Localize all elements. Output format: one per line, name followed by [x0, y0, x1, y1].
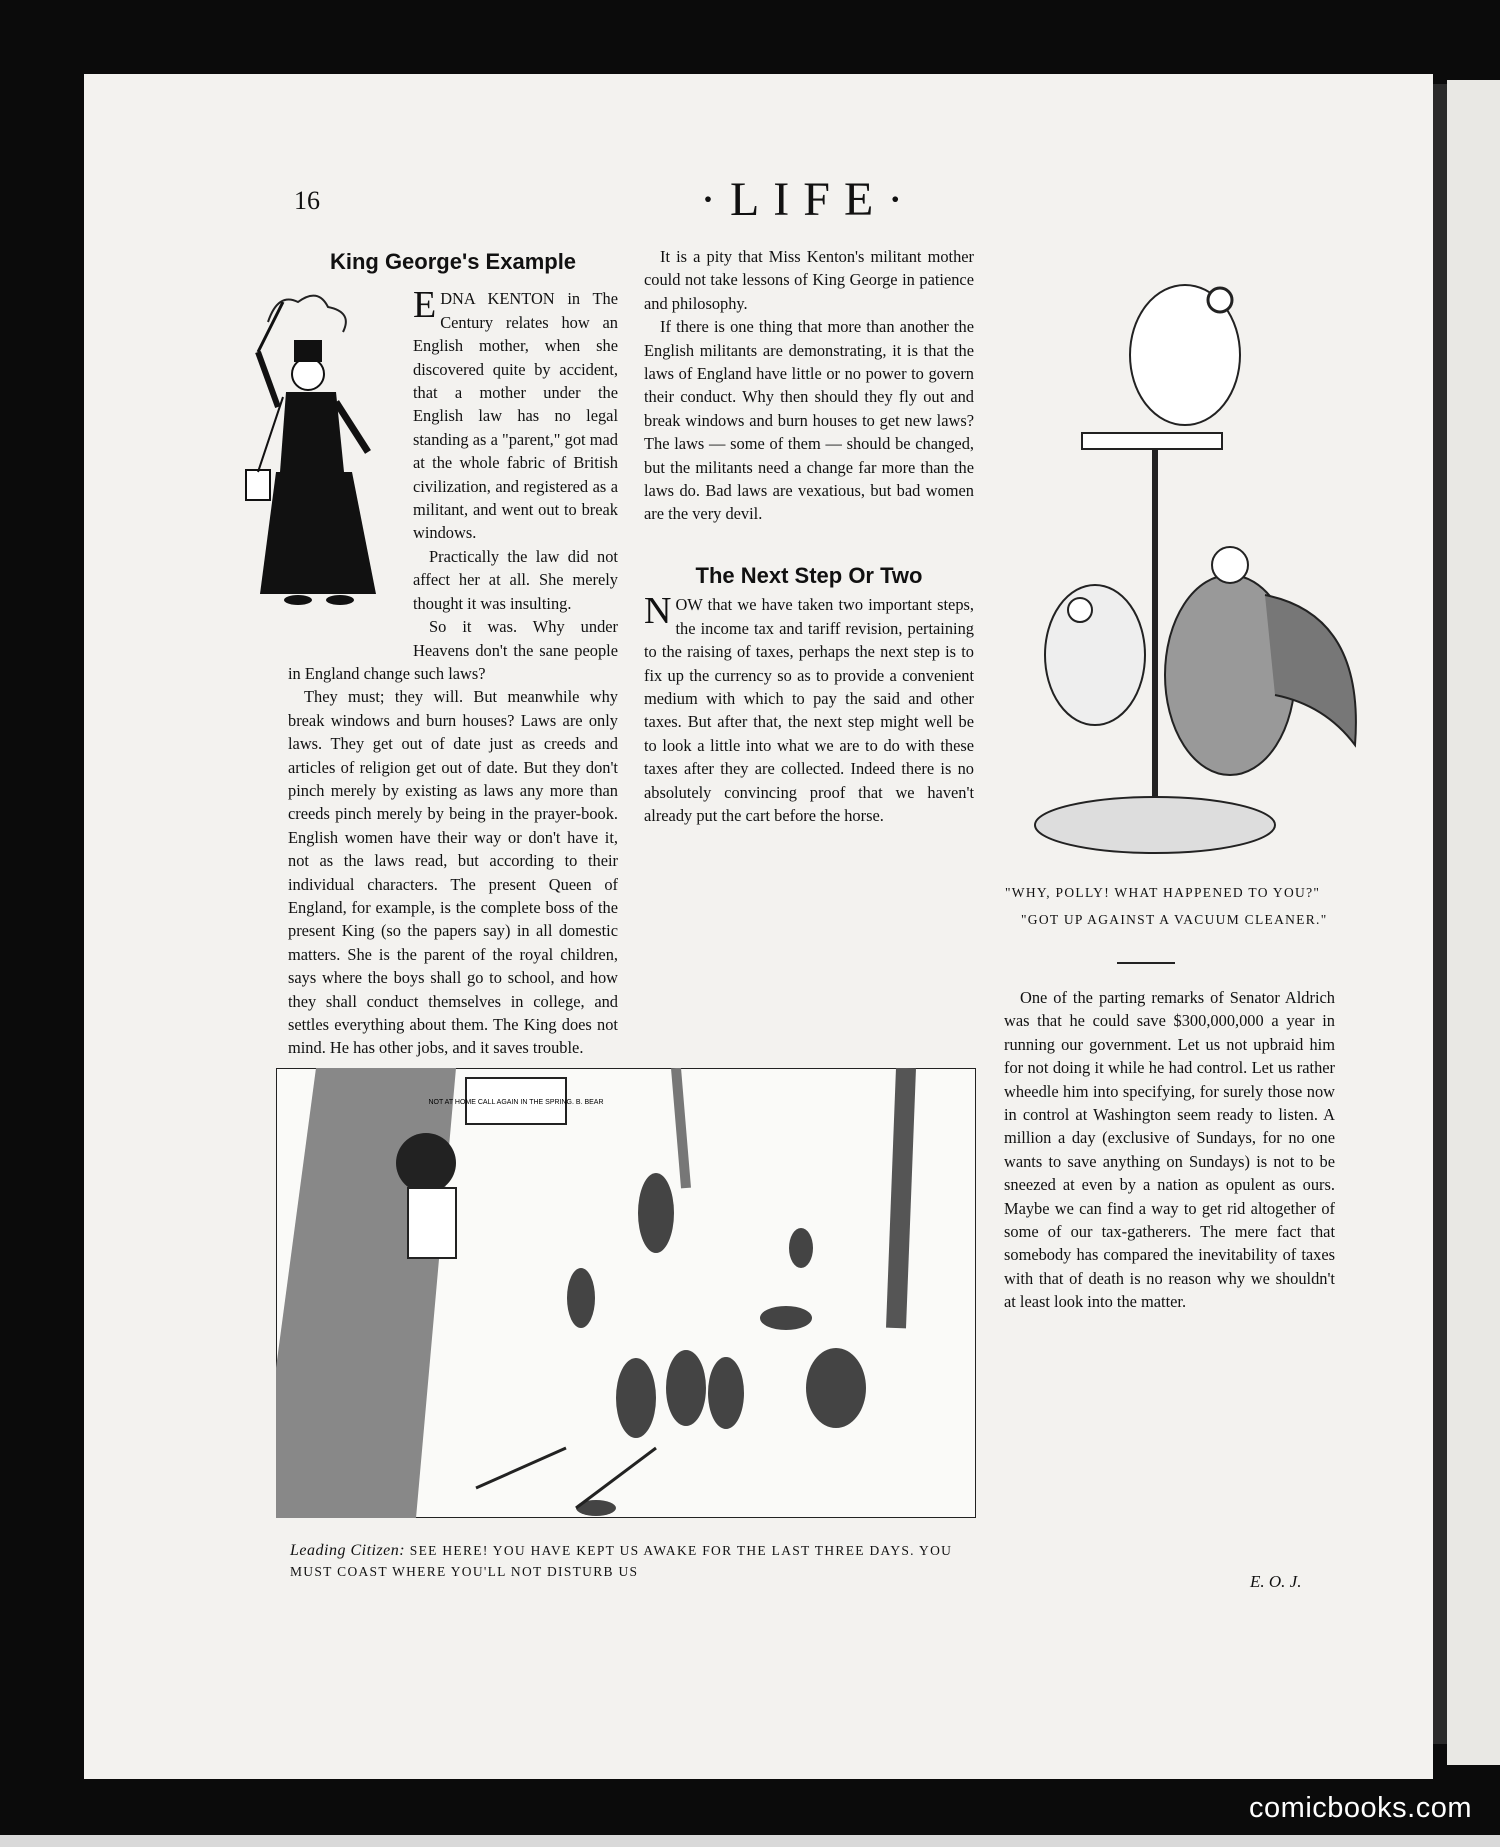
bear-caption: [290, 1540, 980, 1582]
chickens-vacuum-cartoon: [1005, 265, 1410, 870]
watermark-text: comicbooks.com: [1249, 1792, 1472, 1824]
bear-sign: NOT AT HOME CALL AGAIN IN THE SPRING. B. BEAR: [428, 1099, 604, 1106]
adjacent-page-edge: [1447, 80, 1500, 1765]
masthead-title: ·LIFE·: [700, 173, 918, 226]
article1-paragraph: They must; they will. But meanwhile why break windows and burn houses? Laws are only laws. They get out of date just as creeds and articles of religion get out of date. But they don't pinch merely by existing as laws any more than creeds pinch merely by being in the prayer-book. English women have their way or don't have it, not as the laws read, but according to their individual characters. The present Queen of England, for example, is the complete boss of the present King (so the papers say) in all domestic matters. She is the parent of the royal children, says where the boys shall go to school, and how they shall conduct themselves in college, and settles everything about them. The King does not mind. He has other jobs, and it saves trouble.: [288, 687, 618, 1058]
book-spine: [1433, 84, 1447, 1744]
article-column-2: [644, 245, 974, 827]
bear-caption-speaker: Leading Citizen:: [290, 1542, 406, 1559]
bear-caption-text: SEE HERE! YOU HAVE KEPT US AWAKE FOR THE LAST THREE DAYS. YOU MUST COAST WHERE YOU'LL NOT DISTURB US: [290, 1543, 953, 1579]
chickens-caption-answer: "GOT UP AGAINST A VACUUM CLEANER.": [1021, 912, 1328, 927]
article-title-king-georges-example: King George's Example: [329, 249, 577, 274]
article1-paragraph: If there is one thing that more than another the English militants are demonstrating, it is that the laws of England have little or no power to govern their conduct. Why then should they fly out and break windows and burn houses to get new laws? The laws — some of them — should be changed, but the militants need a change far more than the laws do. Bad laws are vexatious, but bad women are the very devil.: [644, 317, 974, 524]
article1-paragraph: It is a pity that Miss Kenton's militant mother could not take lessons of King George in patience and philosophy.: [644, 247, 974, 313]
drop-cap-e: E: [413, 284, 437, 327]
bear-sledding-cartoon: [276, 1068, 976, 1518]
article2-paragraph: OW that we have taken two important steps, the income tax and tariff revision, pertaining to the raising of taxes, perhaps the next step is to fix up the currency so as to provide a convenient medium with which to pay the said and other taxes. But after that, the next step might well be to look a little into what we are to do with these taxes after they are collected. Indeed there is no absolutely convincing proof that we haven't already put the cart before the horse.: [644, 595, 974, 825]
article2-paragraph: One of the parting remarks of Senator Aldrich was that he could save $300,000,000 a year in running our government. Let us not upbraid him for not doing it while he had control. Let us rather wheedle him into specifying, for surely those now in control at Washington seem ready to listen. A million a day (exclusive of Sundays, for no one wants to save anything on Sundays) is not to be sneezed at even by a nation as opulent as ours. Maybe we can find a way to get rid altogether of some of our tax-gatherers. The mere fact that somebody has compared the inevitability of taxes with that of death is no reason why we shouldn't at least look into the matter.: [1004, 988, 1335, 1312]
chickens-caption-question: "WHY, POLLY! WHAT HAPPENED TO YOU?": [1005, 885, 1321, 900]
scan-bottom-strip: [0, 1835, 1500, 1847]
article-title-next-step: The Next Step Or Two: [695, 562, 923, 588]
page-number: 16: [294, 186, 320, 215]
article-column-3: [1004, 986, 1335, 1314]
article-column-1: [288, 250, 618, 1060]
illustration-wrap-space: [288, 287, 413, 647]
author-signature: E. O. J.: [1250, 1572, 1302, 1591]
article1-paragraph: So it was. Why under Heavens don't the sane people in England change such laws?: [288, 617, 618, 683]
article1-paragraph: Practically the law did not affect her at all. She merely thought it was insulting.: [413, 546, 618, 613]
chickens-caption: [1005, 882, 1335, 930]
drop-cap-n: N: [644, 590, 672, 633]
article1-opening-text: DNA KENTON in The Century relates how an English mother, when she discovered quite by accident, that a mother under the English law has no legal standing as a "parent," got mad at the whole fabric of British civilization, and registered as a militant, and went out to break windows.: [413, 289, 618, 543]
section-rule: [1117, 962, 1175, 964]
